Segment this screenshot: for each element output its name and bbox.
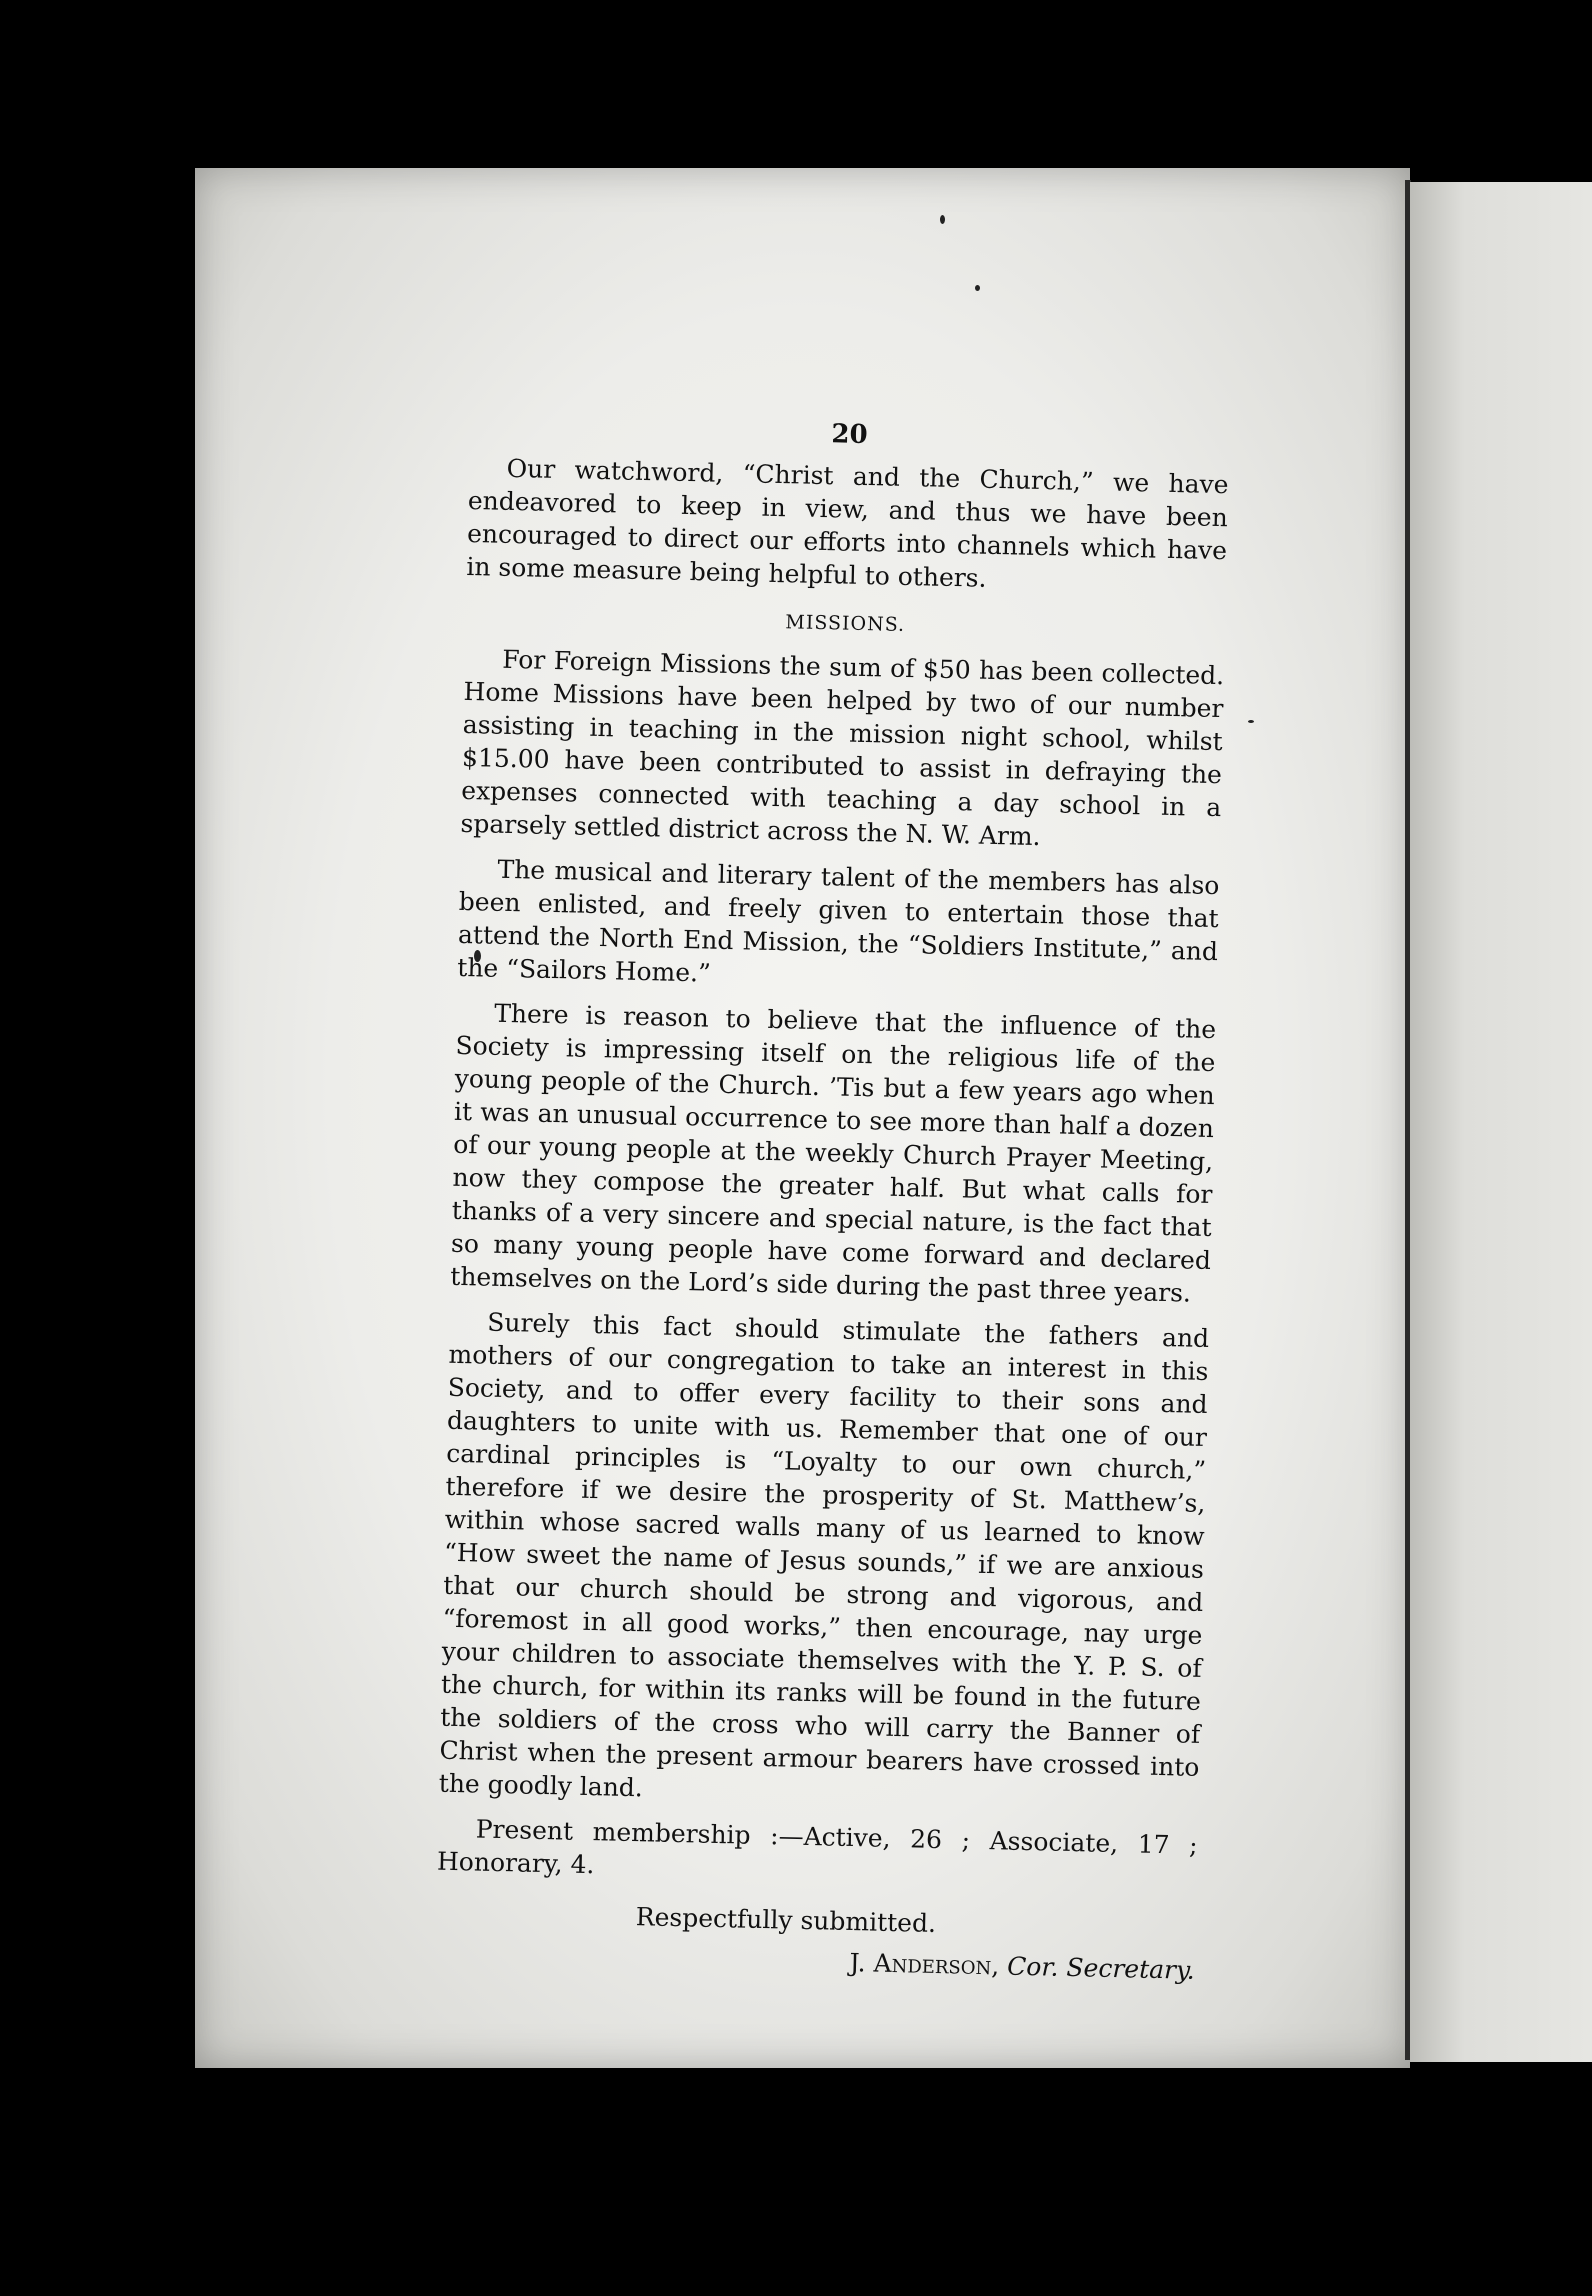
page-number: 20: [831, 419, 868, 451]
body-paragraph: Surely this fact should stimulate the fathers and mothers of our congregation to take an interest in this Society, and to offer every facility to their sons and daughters to unite with us. Remember that one of our cardinal principles is “Loyalty to our own church,” therefore if we desire the prosperity of St. Matthew’s, within whose sacred walls many of us learned to know “How sweet the name of Jesus sounds,” if we are anxious that our church should be strong and vigorous, and “foremost in all good works,” then encourage, nay urge your children to associate themselves with the Y. P. S. of the church, for within its ranks will be found in the future the soldiers of the cross who will carry the Banner of Christ when the present armour bearers have crossed into the goodly land.: [438, 1307, 1210, 1803]
scan-speck: [975, 285, 980, 291]
scan-speck: [940, 215, 945, 224]
body-paragraph: There is reason to believe that the influence of the Society is impressing itself on the religious life of the young people of the Church. ’Tis but a few years ago when it was an unusual occurrence to see more than half a dozen of our young people at the weekly Church Prayer Meeting, now they compose the greater half. But what calls for thanks of a very sincere and special nature, is the fact that so many young people have come forward and declared themselves on the Lord’s side during the past three years.: [450, 998, 1217, 1308]
closing-line: Respectfully submitted.: [635, 1902, 937, 1938]
body-paragraph: For Foreign Missions the sum of $50 has been collected. Home Missions have been helped by two of our number assisting in teaching in the mission night school, whilst $15.00 have been contributed to assist in defraying the expenses connected with teaching a day school in a sparsely settled district across the N. W. Arm.: [460, 644, 1225, 852]
right-page-edge: [1410, 182, 1592, 2062]
intro-paragraph: Our watchword, “Christ and the Church,” we have endeavored to keep in view, and thus we have been encouraged to direct our efforts into channels which have in some measure being helpful to others.: [466, 453, 1229, 593]
body-paragraph: The musical and literary talent of the members has also been enlisted, and freely given to entertain those that attend the North End Mission, the “Soldiers Institute,” and the “Sailors Home.”: [457, 854, 1220, 988]
scan-speck: [1248, 720, 1254, 723]
signature-name: J. Anderson,: [849, 1948, 1000, 1981]
page-text: [435, 410, 1230, 1987]
membership-paragraph: Present membership :—Active, 26 ; Associate, 17 ; Honorary, 4.: [436, 1814, 1198, 1880]
signature-title: Cor. Secretary.: [1006, 1951, 1196, 1985]
section-heading: MISSIONS.: [785, 611, 906, 636]
